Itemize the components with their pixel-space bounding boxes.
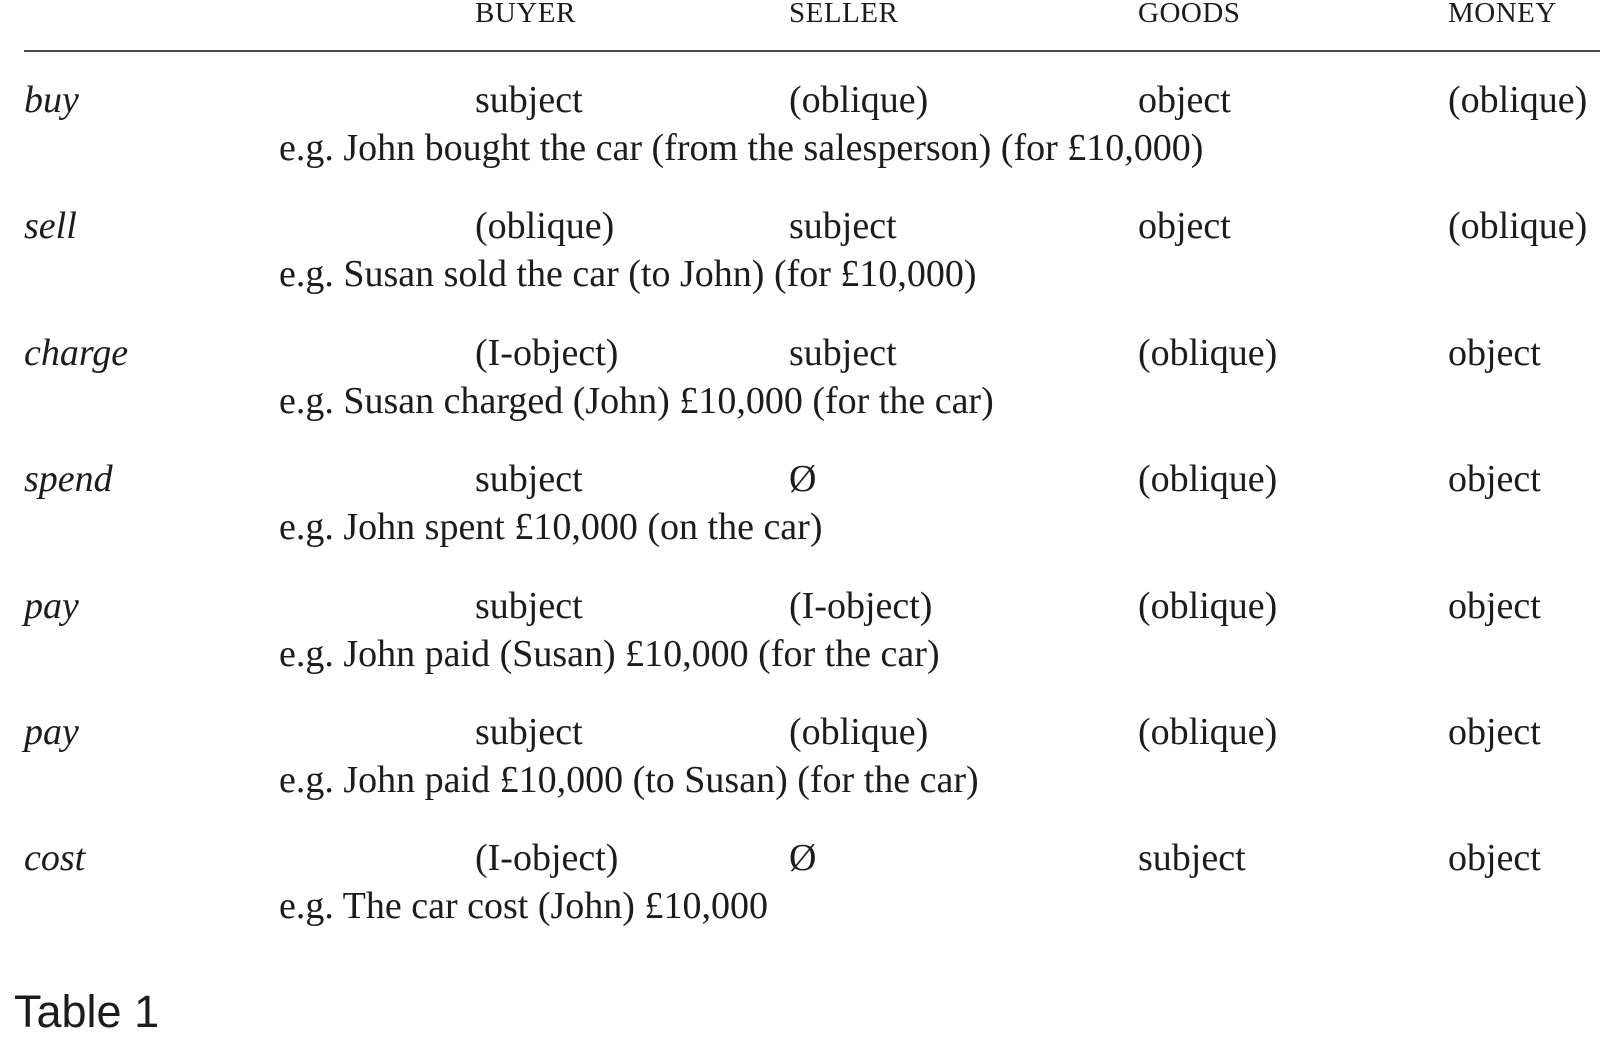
money-role: object xyxy=(1448,711,1541,753)
seller-role: subject xyxy=(789,332,897,374)
table-row-cost xyxy=(0,836,1611,946)
goods-role: (oblique) xyxy=(1138,458,1278,500)
table-header-row xyxy=(0,0,1611,30)
money-role: object xyxy=(1448,585,1541,627)
example-sentence: e.g. Susan charged (John) £10,000 (for the car) xyxy=(279,380,994,422)
table-row-charge xyxy=(0,331,1611,441)
money-role: object xyxy=(1448,837,1541,879)
money-role: (oblique) xyxy=(1448,205,1588,247)
goods-role: subject xyxy=(1138,837,1246,879)
example-sentence: e.g. The car cost (John) £10,000 xyxy=(279,885,768,927)
money-role: (oblique) xyxy=(1448,79,1588,121)
table-caption: Table 1 xyxy=(14,986,160,1037)
buyer-role: subject xyxy=(475,711,583,753)
seller-role: (oblique) xyxy=(789,711,929,753)
buyer-role: (I-object) xyxy=(475,837,619,879)
buyer-role: subject xyxy=(475,79,583,121)
buyer-role: (oblique) xyxy=(475,205,615,247)
table-row-pay-alt xyxy=(0,710,1611,820)
header-money: MONEY xyxy=(1448,0,1557,29)
verb-label: pay xyxy=(24,585,79,627)
goods-role: (oblique) xyxy=(1138,711,1278,753)
example-sentence: e.g. John paid (Susan) £10,000 (for the car) xyxy=(279,633,940,675)
example-sentence: e.g. John bought the car (from the salesperson) (for £10,000) xyxy=(279,127,1204,169)
verb-label: charge xyxy=(24,332,129,374)
verb-label: spend xyxy=(24,458,113,500)
verb-label: pay xyxy=(24,711,79,753)
buyer-role: subject xyxy=(475,585,583,627)
header-rule xyxy=(24,50,1600,52)
verb-label: cost xyxy=(24,837,86,879)
seller-role: Ø xyxy=(789,458,817,500)
verb-label: sell xyxy=(24,205,77,247)
header-seller: SELLER xyxy=(789,0,899,29)
header-goods: GOODS xyxy=(1138,0,1241,29)
table-row-pay xyxy=(0,584,1611,694)
table-row-sell xyxy=(0,204,1611,314)
header-buyer: BUYER xyxy=(475,0,576,29)
seller-role: (I-object) xyxy=(789,585,933,627)
example-sentence: e.g. John spent £10,000 (on the car) xyxy=(279,506,823,548)
buyer-role: subject xyxy=(475,458,583,500)
goods-role: object xyxy=(1138,79,1231,121)
seller-role: (oblique) xyxy=(789,79,929,121)
example-sentence: e.g. Susan sold the car (to John) (for £10,000) xyxy=(279,253,977,295)
seller-role: Ø xyxy=(789,837,817,879)
goods-role: (oblique) xyxy=(1138,585,1278,627)
seller-role: subject xyxy=(789,205,897,247)
goods-role: object xyxy=(1138,205,1231,247)
table-row-spend xyxy=(0,457,1611,567)
money-role: object xyxy=(1448,458,1541,500)
buyer-role: (I-object) xyxy=(475,332,619,374)
table-row-buy xyxy=(0,78,1611,188)
verb-label: buy xyxy=(24,79,79,121)
example-sentence: e.g. John paid £10,000 (to Susan) (for the car) xyxy=(279,759,979,801)
goods-role: (oblique) xyxy=(1138,332,1278,374)
money-role: object xyxy=(1448,332,1541,374)
